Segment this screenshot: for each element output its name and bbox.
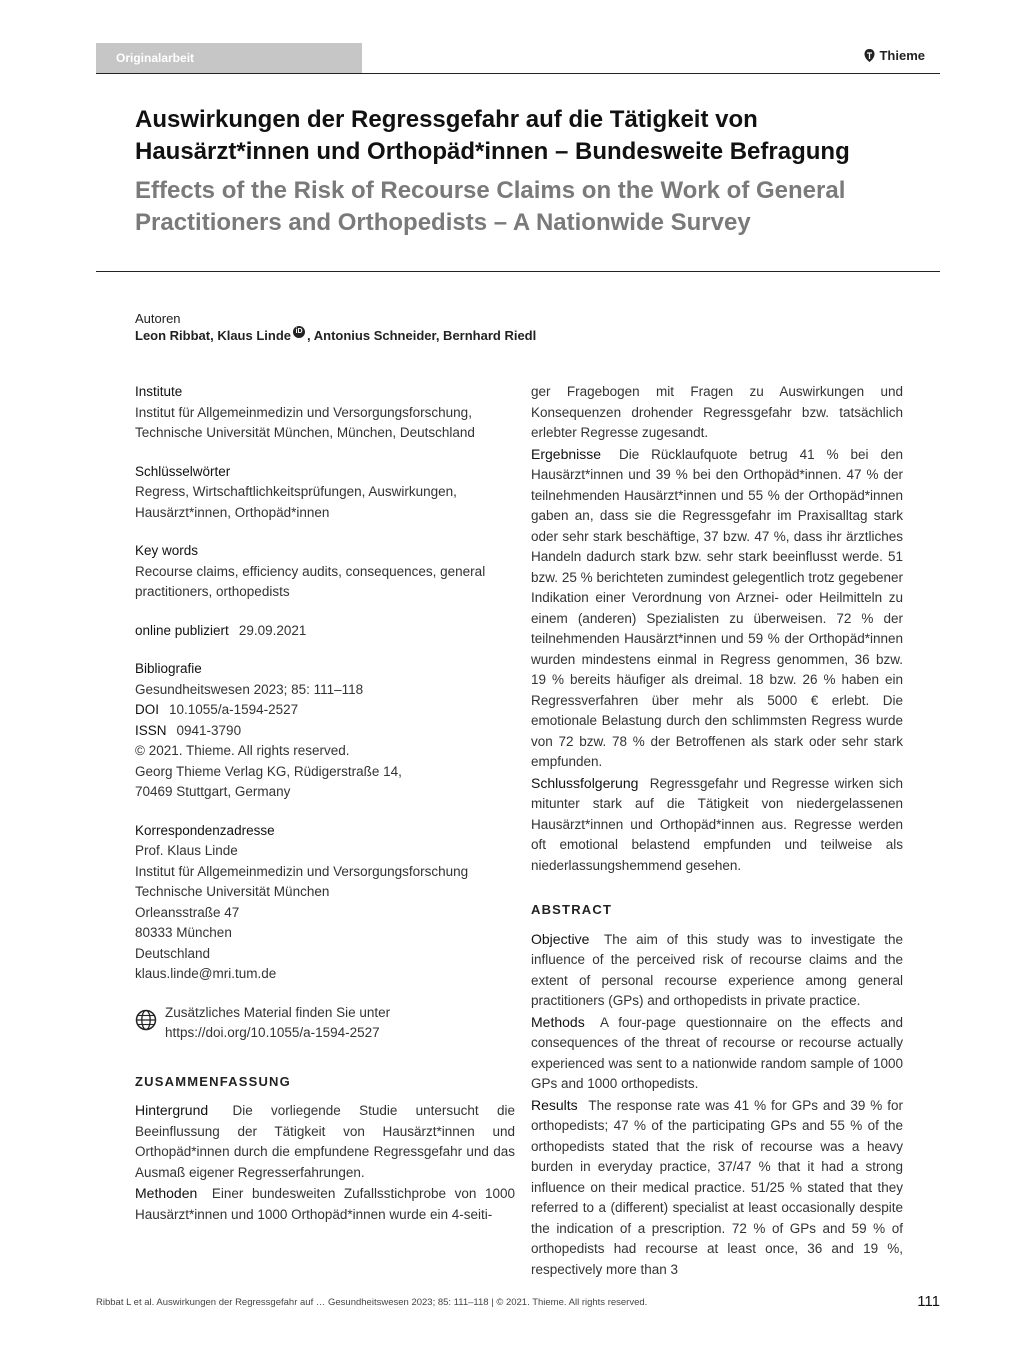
orcid-icon[interactable]: iD	[293, 326, 305, 338]
correspondence-line: Orleansstraße 47	[135, 904, 240, 920]
title-german: Auswirkungen der Regressgefahr auf die Tätigkeit von Hausärzt*innen und Orthopäd*innen – Bundesweite Befragung	[135, 106, 850, 165]
hintergrund-label: Hintergrund	[135, 1102, 209, 1118]
title-rule	[96, 271, 940, 272]
correspondence-label: Korrespondenzadresse	[135, 822, 275, 838]
globe-icon	[135, 1009, 157, 1031]
results-label: Results	[531, 1096, 578, 1113]
correspondence-block	[135, 821, 515, 985]
journal-citation: Gesundheitswesen 2023; 85: 111–118	[135, 681, 364, 697]
authors-label: Autoren	[135, 311, 181, 326]
hintergrund-paragraph	[135, 1100, 515, 1183]
institute-block	[135, 382, 515, 444]
correspondence-email[interactable]: klaus.linde@mri.tum.de	[135, 966, 277, 981]
title-english: Effects of the Risk of Recourse Claims on the Work of General Practitioners and Orthopedists – A Nationwide Survey	[135, 177, 846, 236]
footer-citation: Ribbat L et al. Auswirkungen der Regressgefahr auf … Gesundheitswesen 2023; 85: 111–118 | © 2021. Thieme. All rights reserved.	[96, 1297, 648, 1308]
doi-value[interactable]: 10.1055/a-1594-2527	[169, 702, 299, 717]
methoden-continued: ger Fragebogen mit Fragen zu Auswirkungen und Konsequenzen drohender Regressgefahr bzw. tatsächlich erlebter Regresse zugesandt.	[531, 384, 903, 440]
issn-label: ISSN	[135, 722, 167, 738]
correspondence-line: Deutschland	[135, 945, 211, 961]
correspondence-line: Prof. Klaus Linde	[135, 843, 238, 858]
zusammenfassung-heading: ZUSAMMENFASSUNG	[135, 1073, 291, 1089]
objective-paragraph	[531, 929, 903, 1012]
institute-label: Institute	[135, 384, 183, 399]
left-column	[135, 382, 515, 1225]
keywords-de-text: Regress, Wirtschaftlichkeitsprüfungen, Auswirkungen, Hausärzt*innen, Orthopäd*innen	[135, 484, 457, 520]
supplementary-text[interactable]: Zusätzliches Material finden Sie unter https://doi.org/10.1055/a-1594-2527	[165, 1004, 391, 1040]
ergebnisse-text: Die Rücklaufquote betrug 41 % bei den Hausärzt*innen und 39 % bei den Orthopäd*innen. 47 % der teilnehmenden Hausärzt*innen und 55 % der Orthopäd*innen gaben an, dass sie die Regressgefahr im Praxisalltag stark oder sehr stark beschäftige, 37 bzw. 47 %, dass ihr ärztliches Handeln dadurch stark bzw. sehr stark beeinflusst werde. 51 bzw. 25 % berichteten zumindest gelegentlich trotz gegebener Indikation einer Verordnung von Arznei- oder Heilmitteln zu einem (anderen) Spezialisten zu überweisen. 72 % der teilnehmenden Hausärzt*innen und 59 % der Orthopäd*innen wurden mindestens einmal in Regress genommen, 36 bzw. 19 % bereits häufiger als dreimal. 18 bzw. 26 % haben ein Regressverfahren über mehr als 5000 € erlebt. Die emotionale Belastung durch den schlimmsten Regress wurde von 72 bzw. 78 % der Betroffenen als stark oder sehr stark empfunden.	[531, 446, 903, 769]
correspondence-line: Institut für Allgemeinmedizin und Versorgungsforschung	[135, 863, 469, 879]
keywords-de-label: Schlüsselwörter	[135, 463, 231, 479]
ergebnisse-paragraph	[531, 444, 903, 773]
results-text: The response rate was 41 % for GPs and 39 % for orthopedists; 47 % of the participating GPs and 55 % of the orthopedists stated that the risk of recourse was a heavy burden in everyday practice, 37/47 % that it had a strong influence on their medical practice. 51/25 % stated that they referred to a (different) specialist at least occasionally despite the indication of a prescription. 72 % of GPs and 59 % of orthopedists had recourse at least once, 36 and 19 %, respectively more than 3	[531, 1097, 903, 1277]
online-date: 29.09.2021	[238, 622, 307, 638]
header-rule	[96, 73, 940, 74]
objective-label: Objective	[531, 930, 590, 947]
schluss-paragraph	[531, 773, 903, 877]
keywords-en-text: Recourse claims, efficiency audits, consequences, general practitioners, orthopedists	[135, 563, 486, 599]
methoden-text: Einer bundesweiten Zufallsstichprobe von 1000 Hausärzt*innen und 1000 Orthopäd*innen wurde ein 4-seiti-	[135, 1186, 515, 1222]
publisher-name: Thieme	[879, 48, 925, 63]
methoden-paragraph	[135, 1183, 515, 1225]
doi-label: DOI	[135, 702, 160, 717]
methods-label: Methods	[531, 1013, 585, 1030]
publisher-logo	[864, 48, 925, 63]
correspondence-line: 80333 München	[135, 925, 232, 940]
supplementary-note	[135, 1003, 515, 1044]
results-paragraph	[531, 1095, 903, 1281]
online-published	[135, 621, 515, 642]
schluss-label: Schlussfolgerung	[531, 774, 639, 791]
copyright-text: © 2021. Thieme. All rights reserved.	[135, 743, 350, 758]
authors-list	[135, 328, 536, 343]
keywords-en-block	[135, 541, 515, 603]
abstract-heading: ABSTRACT	[531, 902, 613, 917]
section-tag: Originalarbeit	[96, 43, 362, 73]
objective-text: The aim of this study was to investigate the influence of the perceived risk of recourse claims and the extent of personal recourse experience among general practitioners (GPs) and orthopedists in private practice.	[531, 931, 903, 1008]
correspondence-line: Technische Universität München	[135, 884, 330, 899]
keywords-de-block	[135, 462, 515, 524]
publisher-address-1: Georg Thieme Verlag KG, Rüdigerstraße 14,	[135, 763, 402, 779]
online-label: online publiziert	[135, 622, 229, 638]
thieme-logo-icon	[864, 49, 875, 62]
keywords-en-label: Key words	[135, 543, 199, 558]
hintergrund-text: Die vorliegende Studie untersucht die Beeinflussung der Tätigkeit von Hausärzt*innen und Orthopäd*innen durch die empfundene Regressgefahr und das Ausmaß eigener Regresserfahrungen.	[135, 1103, 515, 1180]
right-column	[531, 382, 903, 1280]
authors-names-rest: , Antonius Schneider, Bernhard Riedl	[307, 328, 537, 343]
ergebnisse-label: Ergebnisse	[531, 445, 602, 462]
page-number: 111	[917, 1293, 940, 1310]
institute-text: Institut für Allgemeinmedizin und Versorgungsforschung, Technische Universität München, München, Deutschland	[135, 404, 475, 440]
methods-paragraph	[531, 1012, 903, 1095]
methods-text: A four-page questionnaire on the effects and consequences of the threat of recourse or recourse actually experienced was sent to a nationwide random sample of 1000 GPs and 1000 orthopedists.	[531, 1014, 903, 1091]
schluss-text: Regressgefahr und Regresse wirken sich mitunter stark auf die Tätigkeit von niedergelassenen Hausärzt*innen und Orthopäd*innen aus. Regresse werden oft emotional belastend empfunden und teilweise als niederlassungshemmend gesehen.	[531, 775, 903, 873]
bibliography-block	[135, 659, 515, 803]
issn-value: 0941-3790	[176, 722, 242, 738]
authors-names-first: Leon Ribbat, Klaus Linde	[135, 328, 292, 343]
publisher-address-2: 70469 Stuttgart, Germany	[135, 784, 291, 799]
bibliography-label: Bibliografie	[135, 661, 202, 676]
methoden-label: Methoden	[135, 1185, 198, 1201]
